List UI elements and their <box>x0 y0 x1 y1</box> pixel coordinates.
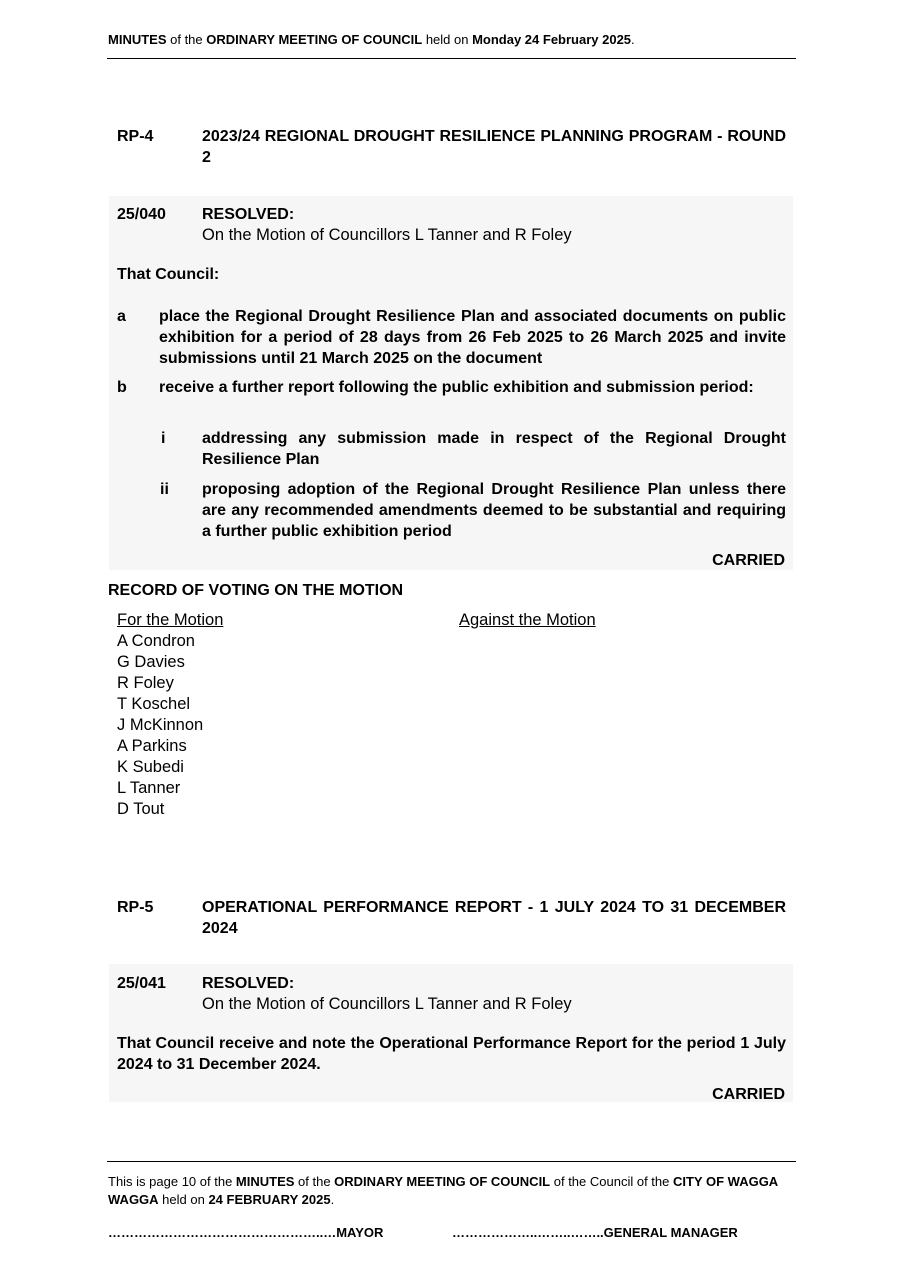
header-date: Monday 24 February 2025 <box>472 32 632 47</box>
general-manager-signature-line: ………………..……..……..GENERAL MANAGER <box>452 1225 738 1240</box>
footer-p3: of the Council of the <box>550 1174 673 1189</box>
page-header <box>108 32 635 47</box>
footer-p1: This is page 10 of the <box>108 1174 236 1189</box>
footer-minutes: MINUTES <box>235 1174 295 1189</box>
footer-p5: . <box>330 1192 335 1207</box>
voter-name: A Condron <box>117 632 195 650</box>
item1-title: 2023/24 REGIONAL DROUGHT RESILIENCE PLANNING PROGRAM - ROUND 2 <box>202 128 786 166</box>
item1-subpoint-ii-text: proposing adoption of the Regional Drought Resilience Plan unless there are any recommended amendments deemed to be substantial and requiring a further public exhibition period <box>202 481 786 540</box>
item2-resolution-text: That Council receive and note the Operational Performance Report for the period 1 July 2024 to 31 December 2024. <box>117 1035 786 1073</box>
item1-point-b-label: b <box>117 379 127 396</box>
mayor-signature-line: …………………………………………..…MAYOR <box>108 1225 384 1240</box>
item1-point-a-label: a <box>117 308 126 325</box>
voter-name: J McKinnon <box>117 716 204 734</box>
voter-name: A Parkins <box>117 737 187 755</box>
voter-name: G Davies <box>117 653 185 671</box>
item2-resolution-no: 25/041 <box>117 975 166 992</box>
footer-p2: of the <box>294 1174 335 1189</box>
footer-date: 24 FEBRUARY 2025 <box>208 1192 331 1207</box>
item2-title: OPERATIONAL PERFORMANCE REPORT - 1 JULY 2024 TO 31 DECEMBER 2024 <box>202 899 786 937</box>
item1-point-a-text: place the Regional Drought Resilience Plan and associated documents on public exhibition for a period of 28 days from 26 Feb 2025 to 26 March 2025 and invite submissions until 21 March 2025 on the document <box>159 308 786 367</box>
voter-name: R Foley <box>117 674 174 692</box>
footer-text <box>108 1173 796 1209</box>
header-rule <box>107 58 796 59</box>
voting-against-heading: Against the Motion <box>459 611 596 629</box>
header-period: . <box>631 32 635 47</box>
item1-resolution-no: 25/040 <box>117 206 166 223</box>
voter-name: L Tanner <box>117 779 181 797</box>
item1-point-b-text: receive a further report following the public exhibition and submission period: <box>159 379 754 396</box>
item1-result: CARRIED <box>712 552 785 569</box>
item2-result: CARRIED <box>712 1086 785 1103</box>
item1-subpoint-i-text: addressing any submission made in respect of the Regional Drought Resilience Plan <box>202 430 786 468</box>
footer-city: CITY OF WAGGA WAGGA <box>108 1174 778 1207</box>
footer-meeting: ORDINARY MEETING OF COUNCIL <box>334 1174 551 1189</box>
item1-code: RP-4 <box>117 128 154 145</box>
header-minutes: MINUTES <box>108 32 167 47</box>
item1-that-council: That Council: <box>117 266 220 283</box>
voter-name: T Koschel <box>117 695 191 713</box>
voting-for-list <box>117 631 203 820</box>
header-of-the: of the <box>166 32 207 47</box>
item1-resolved: RESOLVED: <box>202 206 295 223</box>
footer-p4: held on <box>158 1192 209 1207</box>
item2-code: RP-5 <box>117 899 154 916</box>
header-meeting: ORDINARY MEETING OF COUNCIL <box>206 32 423 47</box>
voter-name: D Tout <box>117 800 165 818</box>
voting-for-heading: For the Motion <box>117 611 224 629</box>
voting-title: RECORD OF VOTING ON THE MOTION <box>108 582 404 599</box>
item2-resolved: RESOLVED: <box>202 975 295 992</box>
item2-motion: On the Motion of Councillors L Tanner and R Foley <box>202 995 572 1013</box>
item1-subpoint-ii-label: ii <box>160 481 169 498</box>
header-held-on: held on <box>422 32 473 47</box>
footer-rule <box>107 1161 796 1162</box>
item1-subpoint-i-label: i <box>161 430 166 447</box>
voter-name: K Subedi <box>117 758 184 776</box>
item1-motion: On the Motion of Councillors L Tanner and R Foley <box>202 226 572 244</box>
